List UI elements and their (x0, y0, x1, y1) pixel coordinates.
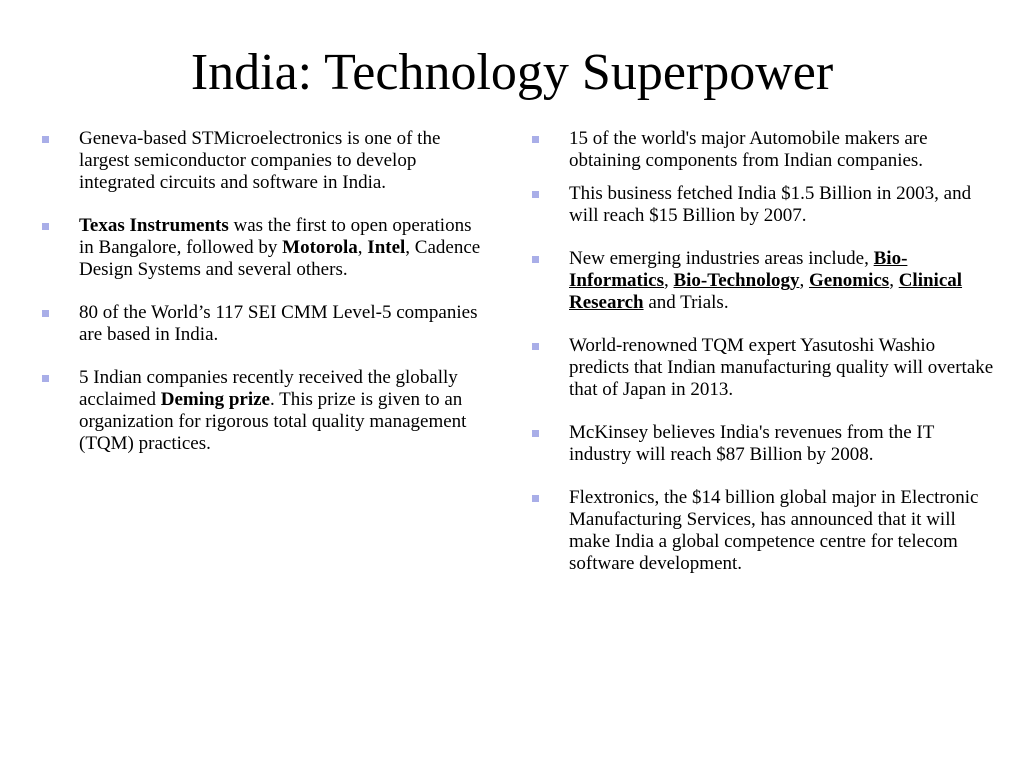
bullet-text: , (357, 237, 368, 258)
left-bullet-item (40, 302, 490, 346)
left-bullet-item (40, 367, 490, 455)
bullet-text: , Cadence Design Systems and several others. (79, 237, 481, 280)
bullet-text: 5 Indian companies recently received the globally acclaimed (79, 367, 458, 410)
square-bullet-icon (532, 256, 539, 263)
right-bullet-item (530, 248, 1000, 314)
bullet-text: 80 of the World’s 117 SEI CMM Level-5 companies are based in India. (79, 302, 478, 345)
right-bullet-item (530, 335, 1000, 401)
emphasized-text: Bio-Informatics (569, 248, 908, 291)
emphasized-text: Motorola (282, 237, 358, 258)
square-bullet-icon (532, 136, 539, 143)
bullet-text: Geneva-based STMicroelectronics is one of the largest semiconductor companies to develop integrated circuits and software in India. (79, 128, 441, 193)
slide-title: India: Technology Superpower (190, 44, 834, 101)
bullet-text: World-renowned TQM expert Yasutoshi Washio predicts that Indian manufacturing quality will overtake that of Japan in 2013. (569, 335, 994, 400)
left-bullet-item (40, 128, 490, 194)
bullet-text: , (663, 270, 674, 291)
bullet-text: McKinsey believes India's revenues from the IT industry will reach $87 Billion by 2008. (569, 422, 935, 465)
bullet-text: This business fetched India $1.5 Billion in 2003, and will reach $15 Billion by 2007. (569, 183, 972, 226)
emphasized-text: Bio-Technology (673, 270, 800, 291)
square-bullet-icon (42, 223, 49, 230)
bullet-text: New emerging industries areas include, (569, 248, 874, 269)
right-bullet-item (530, 128, 1000, 172)
square-bullet-icon (532, 495, 539, 502)
square-bullet-icon (532, 343, 539, 350)
bullet-text: . This prize is given to an organization for rigorous total quality management (TQM) practices. (79, 389, 467, 454)
bullet-text: , (799, 270, 809, 291)
square-bullet-icon (532, 430, 539, 437)
left-bullet-item (40, 215, 490, 281)
right-bullet-item (530, 487, 1000, 575)
right-bullet-column (530, 128, 1000, 575)
square-bullet-icon (42, 375, 49, 382)
bullet-text: Flextronics, the $14 billion global major in Electronic Manufacturing Services, has announced that it will make India a global competence centre for telecom software development. (569, 487, 979, 574)
emphasized-text: Deming prize (160, 389, 270, 410)
right-bullet-item (530, 422, 1000, 466)
emphasized-text: Intel (367, 237, 406, 258)
bullet-text: 15 of the world's major Automobile makers are obtaining components from Indian companies. (569, 128, 928, 171)
square-bullet-icon (42, 310, 49, 317)
emphasized-text: Clinical Research (569, 270, 963, 313)
emphasized-text: Genomics (808, 270, 890, 291)
emphasized-text: Texas Instruments (79, 215, 229, 236)
left-bullet-column (40, 128, 490, 455)
bullet-text: and Trials. (643, 292, 729, 313)
square-bullet-icon (532, 191, 539, 198)
bullet-text: , (889, 270, 899, 291)
right-bullet-item (530, 183, 1000, 227)
square-bullet-icon (42, 136, 49, 143)
bullet-text: was the first to open operations in Bangalore, followed by (79, 215, 472, 258)
